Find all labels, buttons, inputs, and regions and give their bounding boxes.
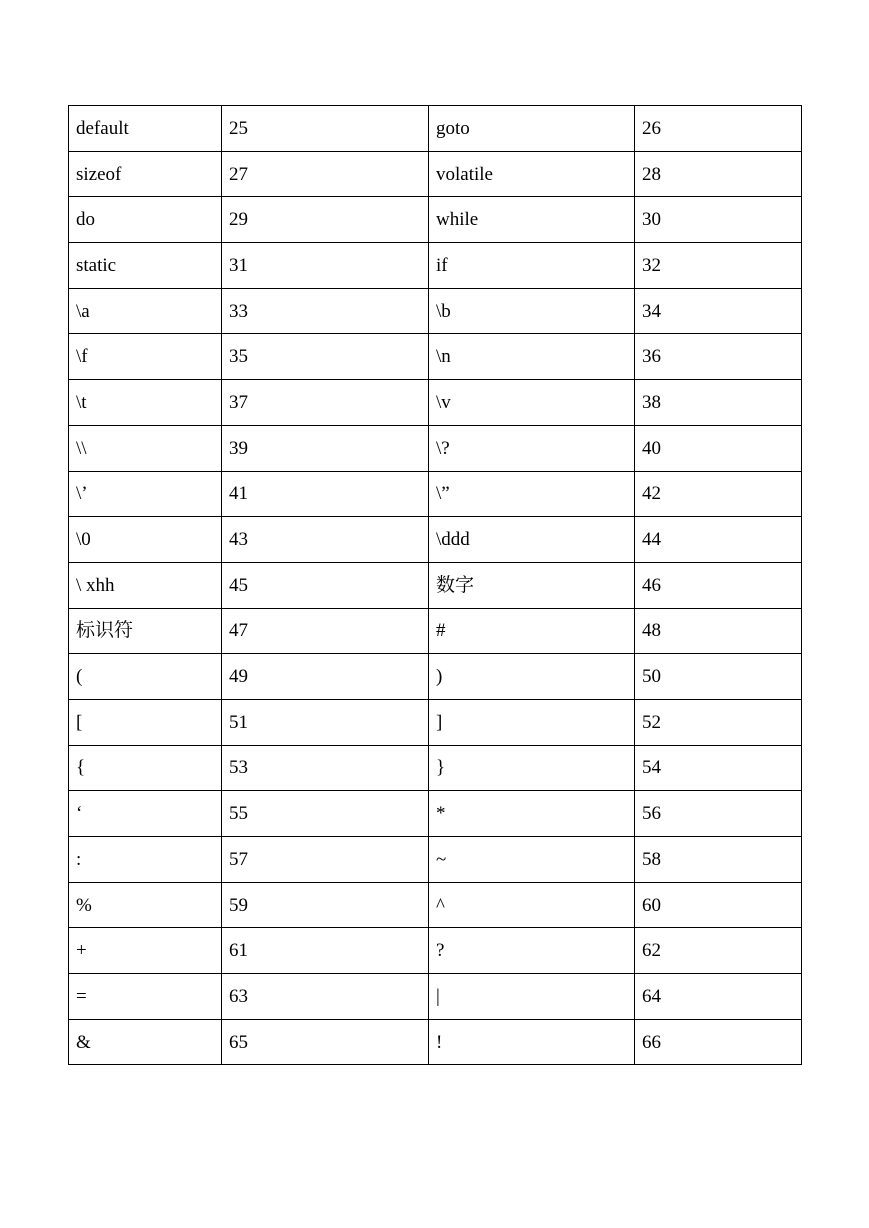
code-cell: 27 [222, 151, 429, 197]
code-cell: 43 [222, 517, 429, 563]
token-cell: static [69, 243, 222, 289]
code-cell: 61 [222, 928, 429, 974]
code-cell: 33 [222, 288, 429, 334]
token-cell: \n [429, 334, 635, 380]
table-row [69, 106, 802, 152]
code-cell: 40 [635, 425, 802, 471]
table-row [69, 334, 802, 380]
token-cell: ! [429, 1019, 635, 1065]
token-cell: ( [69, 654, 222, 700]
code-cell: 52 [635, 699, 802, 745]
token-cell: ^ [429, 882, 635, 928]
code-cell: 42 [635, 471, 802, 517]
token-cell: \ xhh [69, 562, 222, 608]
table-row [69, 837, 802, 883]
token-cell: \b [429, 288, 635, 334]
code-cell: 35 [222, 334, 429, 380]
code-cell: 25 [222, 106, 429, 152]
code-cell: 39 [222, 425, 429, 471]
token-cell: 标识符 [69, 608, 222, 654]
token-cell: \v [429, 380, 635, 426]
token-cell: ~ [429, 837, 635, 883]
code-cell: 30 [635, 197, 802, 243]
token-cell: \t [69, 380, 222, 426]
code-cell: 57 [222, 837, 429, 883]
table-row [69, 882, 802, 928]
token-cell: \? [429, 425, 635, 471]
token-cell: ‘ [69, 791, 222, 837]
token-cell: \f [69, 334, 222, 380]
code-cell: 62 [635, 928, 802, 974]
code-cell: 65 [222, 1019, 429, 1065]
code-cell: 63 [222, 974, 429, 1020]
token-cell: ) [429, 654, 635, 700]
table-row [69, 197, 802, 243]
token-cell: + [69, 928, 222, 974]
token-cell: do [69, 197, 222, 243]
table-row [69, 517, 802, 563]
table-row [69, 1019, 802, 1065]
code-cell: 54 [635, 745, 802, 791]
code-cell: 47 [222, 608, 429, 654]
token-cell: \ddd [429, 517, 635, 563]
code-cell: 46 [635, 562, 802, 608]
table-row [69, 425, 802, 471]
code-cell: 36 [635, 334, 802, 380]
table-row [69, 928, 802, 974]
token-cell: \’ [69, 471, 222, 517]
code-cell: 26 [635, 106, 802, 152]
code-cell: 31 [222, 243, 429, 289]
token-cell: default [69, 106, 222, 152]
token-cell: * [429, 791, 635, 837]
code-cell: 51 [222, 699, 429, 745]
table-row [69, 791, 802, 837]
token-cell: goto [429, 106, 635, 152]
token-cell: \a [69, 288, 222, 334]
token-cell: [ [69, 699, 222, 745]
code-cell: 32 [635, 243, 802, 289]
token-cell: ? [429, 928, 635, 974]
code-cell: 60 [635, 882, 802, 928]
token-code-table [68, 105, 802, 1065]
token-cell: volatile [429, 151, 635, 197]
code-cell: 53 [222, 745, 429, 791]
token-cell: { [69, 745, 222, 791]
table-row [69, 654, 802, 700]
code-cell: 55 [222, 791, 429, 837]
code-cell: 64 [635, 974, 802, 1020]
token-cell: & [69, 1019, 222, 1065]
token-cell: while [429, 197, 635, 243]
token-cell: : [69, 837, 222, 883]
token-cell: \0 [69, 517, 222, 563]
table-row [69, 243, 802, 289]
code-cell: 41 [222, 471, 429, 517]
token-cell: % [69, 882, 222, 928]
code-cell: 66 [635, 1019, 802, 1065]
table-body [69, 106, 802, 1065]
code-cell: 28 [635, 151, 802, 197]
table-row [69, 380, 802, 426]
code-cell: 48 [635, 608, 802, 654]
table-row [69, 974, 802, 1020]
code-cell: 44 [635, 517, 802, 563]
token-cell: sizeof [69, 151, 222, 197]
code-cell: 59 [222, 882, 429, 928]
token-cell: = [69, 974, 222, 1020]
table-row [69, 562, 802, 608]
token-cell: # [429, 608, 635, 654]
token-cell: | [429, 974, 635, 1020]
code-cell: 58 [635, 837, 802, 883]
table-row [69, 699, 802, 745]
table-row [69, 288, 802, 334]
code-cell: 38 [635, 380, 802, 426]
token-cell: if [429, 243, 635, 289]
code-cell: 45 [222, 562, 429, 608]
table-row [69, 608, 802, 654]
table-row [69, 151, 802, 197]
token-cell: 数字 [429, 562, 635, 608]
code-cell: 56 [635, 791, 802, 837]
code-cell: 34 [635, 288, 802, 334]
code-cell: 29 [222, 197, 429, 243]
token-cell: ] [429, 699, 635, 745]
code-cell: 50 [635, 654, 802, 700]
token-cell: \” [429, 471, 635, 517]
code-cell: 49 [222, 654, 429, 700]
token-cell: \\ [69, 425, 222, 471]
code-cell: 37 [222, 380, 429, 426]
table-row [69, 471, 802, 517]
token-cell: } [429, 745, 635, 791]
table-row [69, 745, 802, 791]
